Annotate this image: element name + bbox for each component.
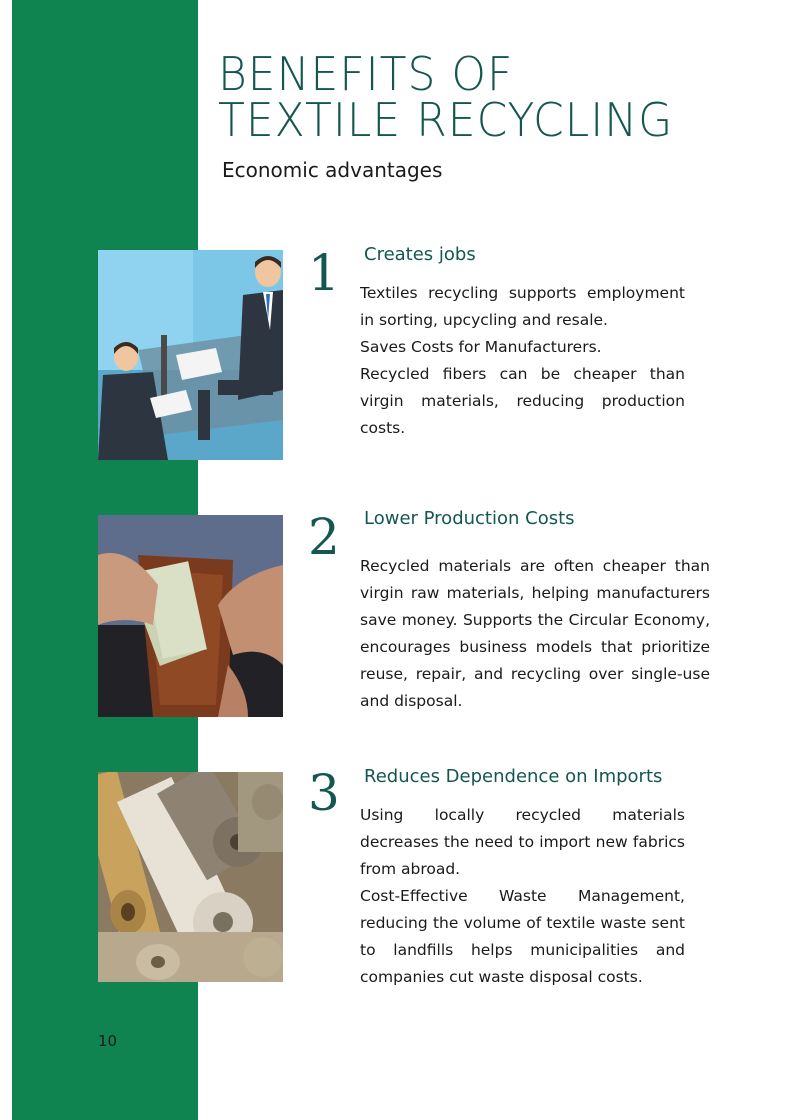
section-number-2: 2 bbox=[308, 508, 340, 566]
paragraph: Recycled fibers can be cheaper than virgin materials, reducing production costs. bbox=[360, 365, 685, 437]
fabric-rolls-photo bbox=[98, 772, 283, 982]
section-body-lower-production-costs bbox=[360, 553, 710, 715]
paragraph: Cost-Effective Waste Management, reducing the volume of textile waste sent to landfills helps municipalities and companies cut waste disposal costs. bbox=[360, 887, 685, 986]
wallet-cash-photo bbox=[98, 515, 283, 717]
section-number-3: 3 bbox=[308, 764, 340, 822]
page-title: BENEFITS OF TEXTILE RECYCLING bbox=[218, 47, 674, 148]
section-heading-creates-jobs: Creates jobs bbox=[364, 244, 476, 265]
section-heading-lower-production-costs: Lower Production Costs bbox=[364, 508, 575, 529]
page-subtitle: Economic advantages bbox=[222, 158, 443, 182]
section-heading-reduces-dependence-on-imports: Reduces Dependence on Imports bbox=[364, 766, 663, 787]
paragraph: Saves Costs for Manufacturers. bbox=[360, 338, 602, 356]
section-number-1: 1 bbox=[308, 244, 340, 302]
page-number: 10 bbox=[98, 1032, 118, 1050]
paragraph: Recycled materials are often cheaper than virgin raw materials, helping manufacturers save money. Supports the Circular Economy, encourages business models that prioritize reuse, repair, and recycling over single-use and disposal. bbox=[360, 557, 710, 710]
section-body-reduces-dependence-on-imports bbox=[360, 802, 685, 991]
paragraph: Using locally recycled materials decreases the need to import new fabrics from abroad. bbox=[360, 806, 685, 878]
paragraph: Textiles recycling supports employment in sorting, upcycling and resale. bbox=[360, 284, 685, 329]
section-body-creates-jobs bbox=[360, 280, 685, 442]
business-meeting-illustration bbox=[98, 250, 283, 460]
